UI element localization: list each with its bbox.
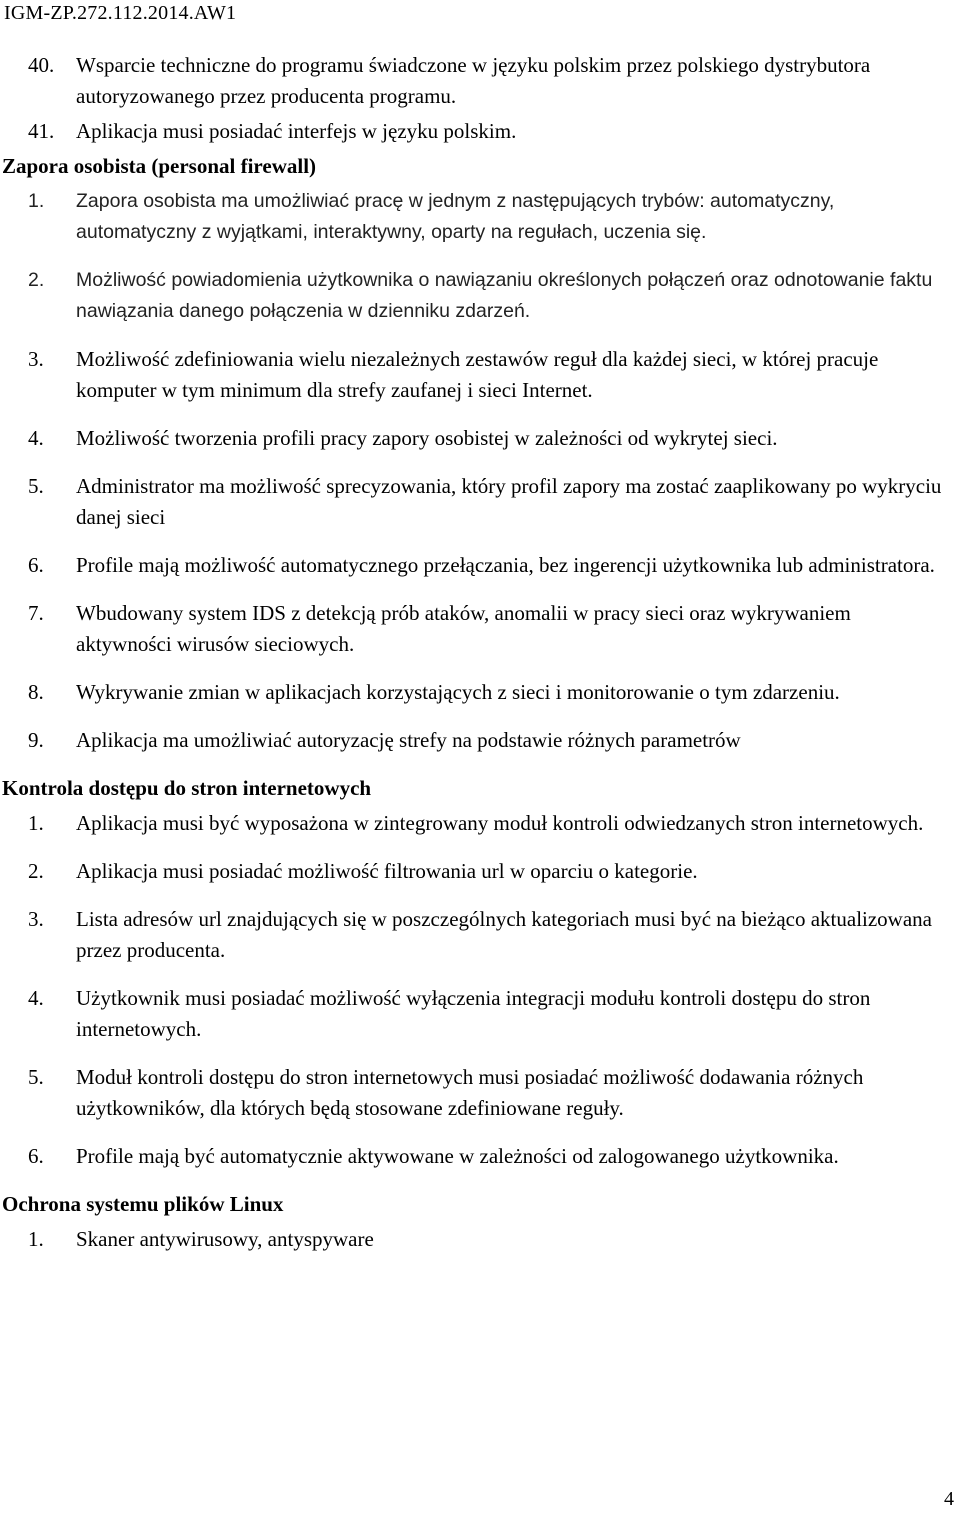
list-item [0,598,960,660]
item-text: Wsparcie techniczne do programu świadczone w języku polskim przez polskiego dystrybutora autoryzowanego przez producenta programu. [76,53,871,108]
document-header-code: IGM-ZP.272.112.2014.AW1 [4,2,237,24]
item-text: Moduł kontroli dostępu do stron internetowych musi posiadać możliwość dodawania różnych użytkowników, dla których będą stosowane zdefiniowane reguły. [76,1065,864,1120]
item-text: Administrator ma możliwość sprecyzowania, który profil zapory ma zostać zaaplikowany po wykryciu danej sieci [76,474,942,529]
list-item [0,677,960,708]
list-item [0,904,960,966]
document-body [0,50,960,1272]
item-number: 40. [28,53,55,77]
item-number: 5. [28,1065,44,1089]
section-heading-web-access: Kontrola dostępu do stron internetowych [2,776,372,800]
item-text: Wykrywanie zmian w aplikacjach korzystających z sieci i monitorowanie o tym zdarzeniu. [76,680,840,704]
list-item [0,550,960,581]
page-number: 4 [944,1488,954,1510]
list-item [0,265,960,327]
item-number: 7. [28,601,44,625]
list-item [0,983,960,1045]
item-text: Możliwość tworzenia profili pracy zapory osobistej w zależności od wykrytej sieci. [76,426,778,450]
list-item [0,1141,960,1172]
item-number: 6. [28,1144,44,1168]
section-heading-firewall: Zapora osobista (personal firewall) [2,154,317,178]
item-number: 3. [28,907,44,931]
item-text: Lista adresów url znajdujących się w poszczególnych kategoriach musi być na bieżąco aktualizowana przez producenta. [76,907,932,962]
list-item [0,344,960,406]
item-text: Wbudowany system IDS z detekcją prób ataków, anomalii w pracy sieci oraz wykrywaniem aktywności wirusów sieciowych. [76,601,851,656]
list-item [0,1224,960,1255]
item-number: 8. [28,680,44,704]
item-text: Profile mają możliwość automatycznego przełączania, bez ingerencji użytkownika lub administratora. [76,553,935,577]
list-item [0,856,960,887]
list-item [0,186,960,248]
list-item [0,808,960,839]
item-text: Możliwość zdefiniowania wielu niezależnych zestawów reguł dla każdej sieci, w której pracuje komputer w tym minimum dla strefy zaufanej i sieci Internet. [76,347,879,402]
item-text: Skaner antywirusowy, antyspyware [76,1227,374,1251]
list-item [0,116,960,147]
list-item [0,50,960,112]
item-text: Aplikacja musi posiadać interfejs w języku polskim. [76,119,517,143]
item-text: Użytkownik musi posiadać możliwość wyłączenia integracji modułu kontroli dostępu do stron internetowych. [76,986,871,1041]
item-number: 1. [28,190,45,212]
item-number: 5. [28,474,44,498]
list-item [0,423,960,454]
item-number: 4. [28,986,44,1010]
item-number: 2. [28,859,44,883]
item-number: 1. [28,1227,44,1251]
list-item [0,471,960,533]
item-number: 9. [28,728,44,752]
item-text: Zapora osobista ma umożliwiać pracę w jednym z następujących trybów: automatyczny, automatyczny z wyjątkami, interaktywny, oparty na regułach, uczenia się. [76,190,835,243]
item-text: Aplikacja musi posiadać możliwość filtrowania url w oparciu o kategorie. [76,859,698,883]
list-item [0,1062,960,1124]
item-number: 4. [28,426,44,450]
item-text: Możliwość powiadomienia użytkownika o nawiązaniu określonych połączeń oraz odnotowanie faktu nawiązania danego połączenia w dzienniku zdarzeń. [76,269,933,322]
item-number: 2. [28,269,45,291]
item-number: 1. [28,811,44,835]
item-number: 41. [28,119,55,143]
item-number: 6. [28,553,44,577]
list-item [0,725,960,756]
item-text: Aplikacja musi być wyposażona w zintegrowany moduł kontroli odwiedzanych stron internetowych. [76,811,924,835]
item-text: Aplikacja ma umożliwiać autoryzację strefy na podstawie różnych parametrów [76,728,741,752]
item-number: 3. [28,347,44,371]
item-text: Profile mają być automatycznie aktywowane w zależności od zalogowanego użytkownika. [76,1144,839,1168]
section-heading-linux: Ochrona systemu plików Linux [2,1192,284,1216]
